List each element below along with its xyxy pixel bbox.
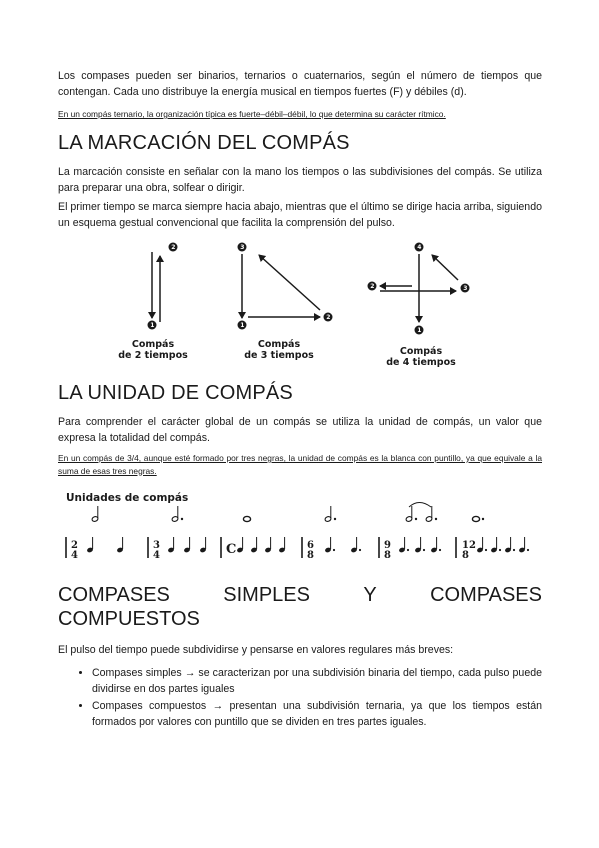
pattern-3-beats [238, 243, 333, 330]
section-heading-unidad: LA UNIDAD DE COMPÁS [58, 382, 293, 404]
svg-text:1: 1 [150, 322, 155, 330]
note-dot [485, 549, 487, 551]
note-dot [415, 518, 417, 520]
time-signature-top: 2 [71, 540, 78, 551]
note-dot [334, 518, 336, 520]
time-signature-top: 3 [153, 540, 160, 551]
time-signature-bottom: 4 [153, 550, 160, 561]
svg-text:3: 3 [463, 285, 468, 293]
notation-group [66, 503, 529, 562]
pattern-2-beats [148, 243, 178, 330]
conducting-patterns-figure [58, 238, 542, 368]
heading-word-2: SIMPLES [223, 584, 310, 606]
note-dot [435, 518, 437, 520]
section-heading-marcacion: LA MARCACIÓN DEL COMPÁS [58, 132, 350, 154]
compuestos-paragraph: El pulso del tiempo puede subdividirse y pensarse en valores regulares más breves: [58, 644, 454, 656]
intro-note: En un compás ternario, la organización típica es fuerte–débil–débil, lo que determina su carácter rítmico. [58, 109, 446, 119]
pattern-4-beats [368, 243, 470, 335]
whole-note-head [243, 516, 250, 521]
heading-word-4: COMPASES [430, 584, 542, 606]
time-signature-bottom: 8 [384, 550, 391, 561]
whole-note-head [472, 516, 479, 521]
marcacion-paragraph-1: La marcación consiste en señalar con la mano los tiempos o las subdivisiones del compás. Se utiliza para preparar una obra, solfear o dirigir. [58, 166, 542, 194]
label-compas-2: Compás de 2 tiempos [118, 339, 188, 361]
note-dot [333, 549, 335, 551]
time-signature-top: 6 [307, 540, 314, 551]
svg-text:1: 1 [417, 327, 422, 335]
note-dot [181, 518, 183, 520]
compuestos-list [58, 665, 542, 731]
note-dot [423, 549, 425, 551]
heading-line-2: COMPUESTOS [58, 608, 200, 630]
label-compas-4: Compás de 4 tiempos [386, 346, 456, 368]
time-signature-bottom: 8 [462, 550, 469, 561]
intro-paragraph: Los compases pueden ser binarios, ternarios o cuaternarios, según el número de tiempos que contengan. Cada uno distribuye la energía musical en tiempos fuertes (F) y débiles (d). [58, 70, 542, 98]
svg-text:4: 4 [417, 244, 422, 252]
svg-text:2: 2 [370, 283, 375, 291]
heading-word-1: COMPASES [58, 584, 170, 606]
note-dot [527, 549, 529, 551]
time-signature-bottom: 4 [71, 550, 78, 561]
section-heading-compuestos [58, 583, 542, 631]
svg-text:2: 2 [326, 314, 331, 322]
note-dot [439, 549, 441, 551]
unidad-note: En un compás de 3/4, aunque esté formado por tres negras, la unidad de compás es la blanca con puntillo, ya que equivale a la suma de esas tres negras. [58, 453, 542, 476]
marcacion-paragraph-2: El primer tiempo se marca siempre hacia abajo, mientras que el último se dirige hacia arriba, siguiendo un esquema gestual convencional que facilita la comprensión del pulso. [58, 201, 542, 229]
list-item: • Compases compuestos → presentan una subdivisión ternaria, ya que los tiempos están formados por valores con puntillo que se dividen en tres partes iguales. [92, 698, 542, 730]
time-signature-bottom: 8 [307, 550, 314, 561]
time-signature-top: C [226, 542, 237, 557]
label-compas-3: Compás de 3 tiempos [244, 339, 314, 361]
note-dot [359, 549, 361, 551]
svg-text:2: 2 [171, 244, 176, 252]
note-dot [513, 549, 515, 551]
figure-title: Unidades de compás [66, 492, 189, 504]
time-signature-top: 12 [462, 540, 476, 551]
list-item: • Compases simples → se caracterizan por una subdivisión binaria del tiempo, cada pulso puede dividirse en dos partes iguales [92, 665, 542, 697]
note-dot [407, 549, 409, 551]
svg-text:1: 1 [240, 322, 245, 330]
note-dot [482, 518, 484, 520]
unidades-de-compas-figure [58, 488, 542, 574]
unidad-paragraph: Para comprender el carácter global de un compás se utiliza la unidad de compás, un valor que expresa la totalidad del compás. [58, 416, 542, 444]
note-dot [499, 549, 501, 551]
svg-text:3: 3 [240, 244, 245, 252]
heading-word-3: Y [363, 584, 377, 606]
time-signature-top: 9 [384, 540, 391, 551]
